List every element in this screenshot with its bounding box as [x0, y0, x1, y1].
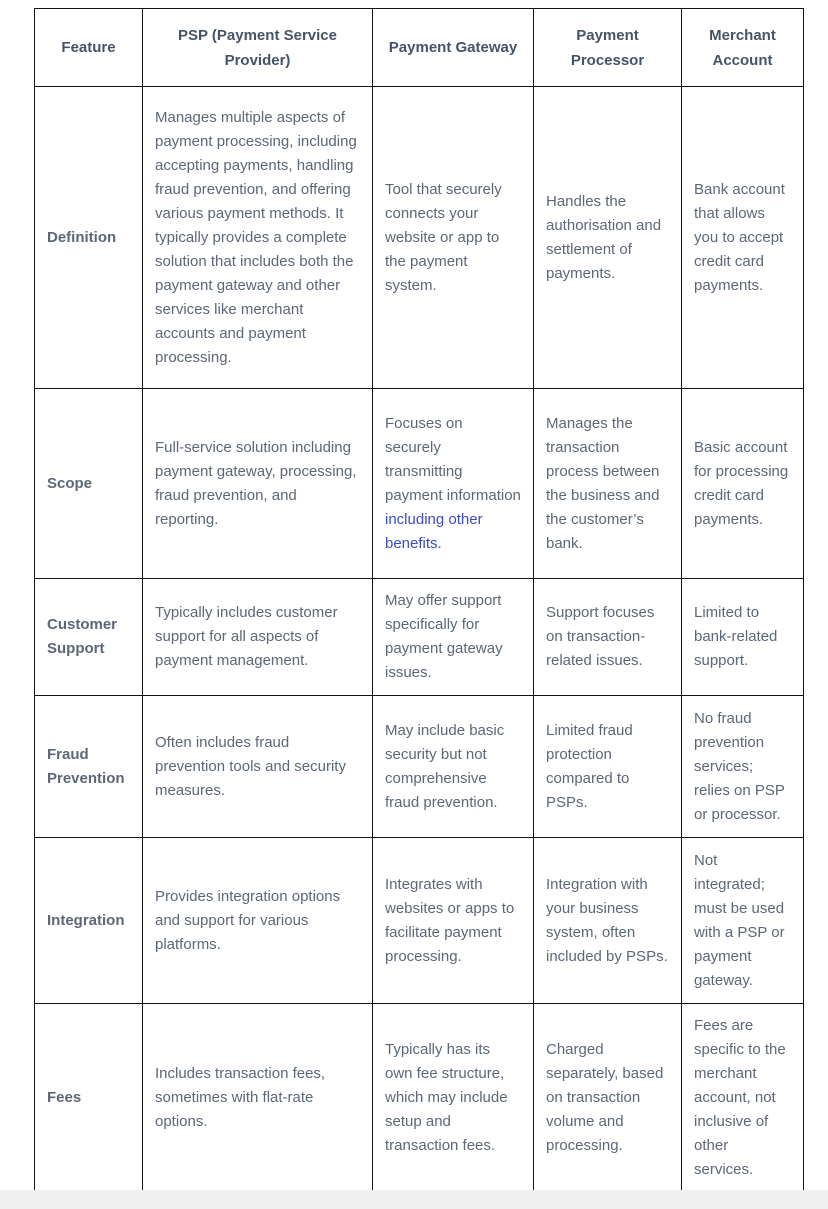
cell-integration-processor: Integration with your business system, often included by PSPs.	[534, 838, 682, 1004]
row-label-definition: Definition	[35, 87, 143, 389]
cell-scope-gateway	[373, 389, 534, 579]
cell-scope-psp: Full-service solution including payment gateway, processing, fraud prevention, and reporting.	[143, 389, 373, 579]
table-row-scope	[35, 389, 804, 579]
cell-fees-gateway: Typically has its own fee structure, which may include setup and transaction fees.	[373, 1004, 534, 1193]
cell-fraud-prevention-gateway: May include basic security but not comprehensive fraud prevention.	[373, 696, 534, 838]
cell-scope-processor: Manages the transaction process between the business and the customer’s bank.	[534, 389, 682, 579]
cell-fraud-prevention-merchant: No fraud prevention services; relies on PSP or processor.	[682, 696, 804, 838]
table-row-integration	[35, 838, 804, 1004]
cell-integration-psp: Provides integration options and support for various platforms.	[143, 838, 373, 1004]
column-header-psp: PSP (Payment Service Provider)	[143, 9, 373, 87]
cell-definition-merchant: Bank account that allows you to accept credit card payments.	[682, 87, 804, 389]
row-label-customer-support: Customer Support	[35, 579, 143, 696]
column-header-payment-gateway: Payment Gateway	[373, 9, 534, 87]
row-label-scope: Scope	[35, 389, 143, 579]
table-row-fraud-prevention	[35, 696, 804, 838]
column-header-payment-processor: Payment Processor	[534, 9, 682, 87]
table-row-definition	[35, 87, 804, 389]
cell-scope-merchant: Basic account for processing credit card payments.	[682, 389, 804, 579]
including-other-benefits-link[interactable]: including other benefits.	[385, 510, 483, 552]
cell-fees-merchant: Fees are specific to the merchant account, not inclusive of other services.	[682, 1004, 804, 1193]
payment-comparison-table	[34, 8, 804, 1193]
cell-customer-support-psp: Typically includes customer support for all aspects of payment management.	[143, 579, 373, 696]
row-label-integration: Integration	[35, 838, 143, 1004]
cell-customer-support-gateway: May offer support specifically for payment gateway issues.	[373, 579, 534, 696]
row-label-fraud-prevention: Fraud Prevention	[35, 696, 143, 838]
header-row	[35, 9, 804, 87]
cell-definition-psp: Manages multiple aspects of payment processing, including accepting payments, handling fraud prevention, and offering various payment methods. It typically provides a complete solution that includes both the payment gateway and other services like merchant accounts and payment processing.	[143, 87, 373, 389]
page-bottom-strip	[0, 1190, 828, 1209]
cell-integration-gateway: Integrates with websites or apps to facilitate payment processing.	[373, 838, 534, 1004]
cell-scope-gateway-text: Focuses on securely transmitting payment information	[385, 414, 521, 504]
cell-fees-psp: Includes transaction fees, sometimes with flat-rate options.	[143, 1004, 373, 1193]
cell-customer-support-processor: Support focuses on transaction-related issues.	[534, 579, 682, 696]
cell-fees-processor: Charged separately, based on transaction volume and processing.	[534, 1004, 682, 1193]
cell-customer-support-merchant: Limited to bank-related support.	[682, 579, 804, 696]
cell-fraud-prevention-psp: Often includes fraud prevention tools and security measures.	[143, 696, 373, 838]
row-label-fees: Fees	[35, 1004, 143, 1193]
table-row-customer-support	[35, 579, 804, 696]
table-row-fees	[35, 1004, 804, 1193]
cell-definition-processor: Handles the authorisation and settlement of payments.	[534, 87, 682, 389]
column-header-merchant-account: Merchant Account	[682, 9, 804, 87]
cell-integration-merchant: Not integrated; must be used with a PSP or payment gateway.	[682, 838, 804, 1004]
cell-fraud-prevention-processor: Limited fraud protection compared to PSPs.	[534, 696, 682, 838]
column-header-feature: Feature	[35, 9, 143, 87]
cell-definition-gateway: Tool that securely connects your website or app to the payment system.	[373, 87, 534, 389]
